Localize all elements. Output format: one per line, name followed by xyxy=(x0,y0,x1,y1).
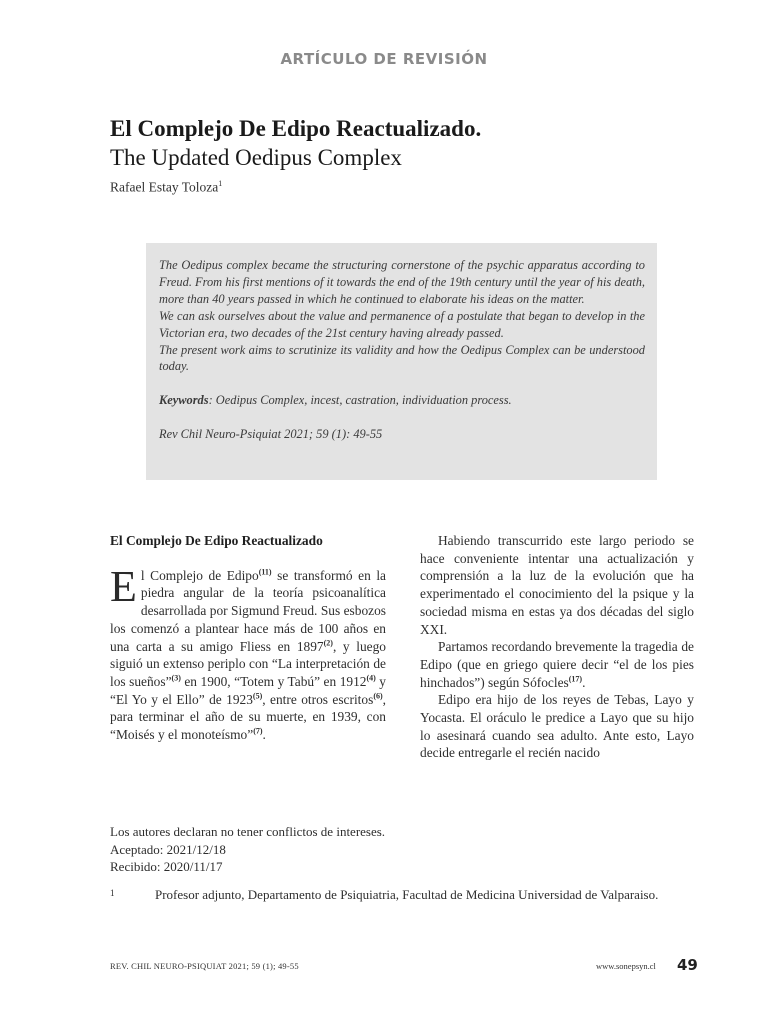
section-heading: El Complejo De Edipo Reactualizado xyxy=(110,533,323,548)
article-title-spanish: El Complejo De Edipo Reactualizado. xyxy=(110,116,482,141)
reference-mark: (7) xyxy=(253,726,263,736)
keywords-label: Keywords xyxy=(159,393,209,408)
text-run: y “El Yo y el Ello” de 1923 xyxy=(110,673,387,707)
text-run: , y luego siguió un extenso periplo con “La interpretación de los sueños” xyxy=(110,638,386,689)
text-run: , para terminar el año de su muerte, en 1939, con “Moisés y el monoteísmo” xyxy=(110,691,386,743)
reference-mark: (5) xyxy=(252,691,263,701)
reference-mark: (2) xyxy=(323,638,333,648)
reference-mark: (4) xyxy=(366,673,376,683)
abstract-box xyxy=(146,243,657,480)
text-run: . xyxy=(262,727,266,743)
author-name: Rafael Estay Toloza xyxy=(110,179,219,195)
affiliation-mark: 1 xyxy=(218,179,223,188)
body-column-left xyxy=(110,532,386,744)
footnote-mark: 1 xyxy=(110,888,115,898)
body-paragraph: Edipo era hijo de los reyes de Tebas, Layo y Yocasta. El oráculo le predice a Layo que su hijo lo asesinará cuando sea adulto. Ante esto, Layo decide entregarle el recién nacido xyxy=(420,692,694,761)
abstract-citation: Rev Chil Neuro-Psiquiat 2021; 59 (1): 49-55 xyxy=(159,427,383,442)
body-paragraph xyxy=(420,638,694,691)
keywords-list: : Oedipus Complex, incest, castration, individuation process. xyxy=(208,393,512,408)
text-run: l Complejo de Edipo xyxy=(140,567,259,583)
article-title-english: The Updated Oedipus Complex xyxy=(110,145,402,170)
journal-url: www.sonepsyn.cl xyxy=(596,961,656,971)
accepted-date: Aceptado: 2021/12/18 xyxy=(110,841,226,857)
reference-mark: (17) xyxy=(568,674,583,684)
received-date: Recibido: 2020/11/17 xyxy=(110,859,223,874)
reference-mark: (6) xyxy=(373,691,383,701)
journal-footer: REV. CHIL NEURO-PSIQUIAT 2021; 59 (1); 49-55 xyxy=(110,961,299,971)
section-label: ARTÍCULO DE REVISIÓN xyxy=(280,50,488,68)
text-run: . xyxy=(582,674,586,690)
page-number: 49 xyxy=(677,956,698,974)
body-column-right xyxy=(420,532,694,762)
abstract-paragraph: We can ask ourselves about the value and permanence of a postulate that began to develop in the Victorian era, two decades of the 21st century having already passed. xyxy=(159,308,645,340)
body-paragraph xyxy=(110,561,387,744)
text-run: en 1900, “Totem y Tabú” en 1912 xyxy=(180,673,367,689)
conflicts-statement: Los autores declaran no tener conflictos de intereses. xyxy=(110,824,386,839)
author-line xyxy=(110,179,222,196)
abstract-paragraph: The present work aims to scrutinize its validity and how the Oedipus Complex can be understood today. xyxy=(159,342,645,374)
reference-mark: (11) xyxy=(258,567,272,577)
text-run: , entre otros escritos xyxy=(262,691,374,707)
reference-mark: (3) xyxy=(171,673,181,683)
text-run: se transformó en la piedra angular de la teoría psicoanalítica desarrollada por Sigmund Freud. Sus esbozos los comenzó a plantear hace más de 100 años en una carta a su amigo Fliess en 1897 xyxy=(110,567,386,654)
keywords xyxy=(159,392,645,409)
drop-cap: E xyxy=(110,561,137,611)
text-run: Partamos recordando brevemente la tragedia de Edipo (que en griego quiere decir “el de los pies hinchados”) según Sófocles xyxy=(420,639,694,690)
article-notes xyxy=(110,823,385,876)
body-paragraph: Habiendo transcurrido este largo periodo se hace conveniente intentar una actualización y comprensión a la luz de la evolución que ha experimentado el conocimiento del la psique y la sociedad misma en estas ya dos décadas del siglo XXI. xyxy=(420,533,694,637)
footnote-text: Profesor adjunto, Departamento de Psiquiatria, Facultad de Medicina Universidad de Valparaiso. xyxy=(155,887,659,902)
abstract-paragraph: The Oedipus complex became the structuring cornerstone of the psychic apparatus according to Freud. From his first mentions of it towards the end of the 19th century until the year of his death, more than 40 years passed in which he continued to elaborate his ideas on the matter. xyxy=(159,258,645,306)
